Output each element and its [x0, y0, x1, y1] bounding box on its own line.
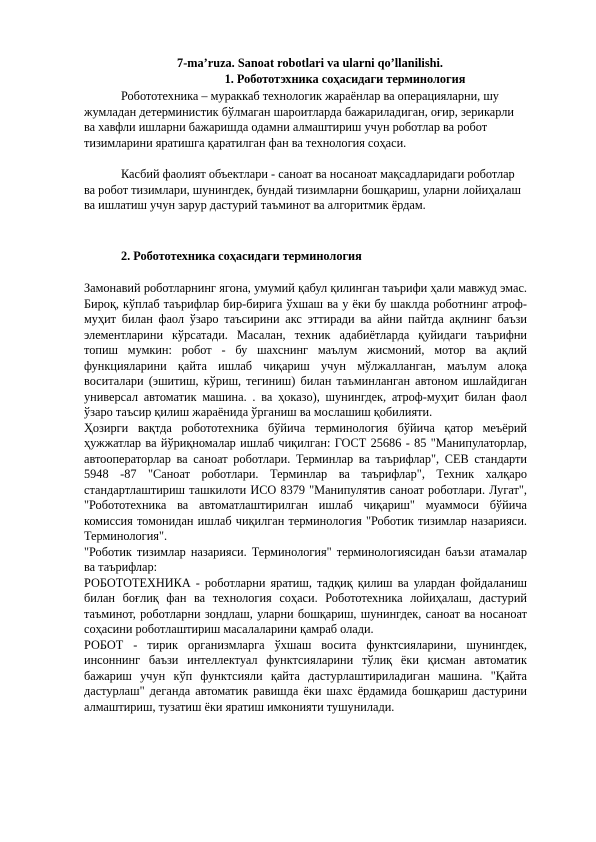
- section-2-title: 2. Робототехника соҳасидаги терминология: [121, 249, 362, 263]
- paragraph-robot-term: РОБОТ - тирик организмларга ўхшаш восита функтсияларини, шунингдек, инсоннинг баъзи интеллектуал функтсияларини тўлиқ ёки қисман автоматик бажариш учун кўп функтсияли қайта дастурлаштириладиган машина. "Қайта дастурлаш" деганда автоматик равишда ёки шахс ёрдамида бошқариш дастурини алмаштириш, тузатиш ёки яратиш имконияти тушунилади.: [84, 637, 527, 714]
- paragraph-professional-objects: Касбий фаолият объектлари - саноат ва носаноат мақсадларидаги роботлар ва робот тизимлари, шунингдек, бундай тизимларни бошқариш, уларни лойиҳалаш ва ишлатиш учун зарур дастурий таъминот ва алгоритмик ёрдам.: [84, 167, 521, 213]
- lecture-title: 7-ma’ruza. Sanoat robotlari va ularni qo’llanilishi.: [177, 56, 443, 70]
- paragraph-modern-robot-definition: Замонавий роботларнинг ягона, умумий қабул қилинган таърифи ҳали мавжуд эмас. Бироқ, кўплаб таърифлар бир-бирига ўхшаш ва у ёки бу шаклда роботнинг атроф-муҳит билан фаол ўзаро таъсирини акс эттиради ва айни пайтда ақлнинг баъзи элементларини кўрсатади. Масалан, техник адабиётларда қуйидаги таърифни топиш мумкин: робот - бу шахснинг маълум жисмоний, мотор ва ақлий функцияларини қайта ишлаб чиқариш учун мўлжалланган, маълум алоқа воситалари (эшитиш, кўриш, тегиниш) билан таъминланган автоном ишлайдиган универсал автоматик машина. . ва ҳоказо), шунингдек, атроф-муҳит билан фаол ўзаро таъсир қилиш жараёнида ўрганиш ва мослашиш қобилияти.: [84, 281, 527, 419]
- paragraph-normative-documents: Ҳозирги вақтда робототехника бўйича терминология бўйича қатор меъёрий ҳужжатлар ва йўриқномалар ишлаб чиқилган: ГОСТ 25686 - 85 "Манипулаторлар, автооператорлар ва саноат роботлари. Терминлар ва таърифлар", СЕВ стандарти 5948 -87 "Саноат роботлари. Терминлар ва таърифлар", Техник халқаро стандартлаштириш ташкилоти ИСО 8379 "Манипулятив саноат роботлари. Лугат", "Робототехника ва автоматлаштирилган ишлаб чиқариш" муаммоси бўйича комиссия томонидан ишлаб чиқилган терминология "Роботик тизимлар назарияси. Терминология".: [84, 420, 527, 543]
- section-1-title: 1. Робототэхника соҳасидаги терминология: [224, 72, 466, 86]
- paragraph-robotics-term: РОБОТОТЕХНИКА - роботларни яратиш, тадқиқ қилиш ва улардан фойдаланиш билан боғлиқ фан ва технология соҳаси. Робототехника лойиҳалаш, дастурий таъминот, роботларни зондлаш, уларни бошқариш, шунингдек, саноат ва носаноат соҳасини роботлаштириш масалаларини қамраб олади.: [84, 575, 527, 636]
- paragraph-robotics-definition: Робототехника – мураккаб технологик жараёнлар ва операцияларни, шу жумладан детерминистик бўлмаган шароитларда бажариладиган, оғир, зерикарли ва хавфли ишларни бажаришда одамни алмаштириш учун роботлар ва робот тизимларини яратишга қаратилган фан ва технология соҳаси.: [84, 89, 514, 150]
- section-2-body: [84, 281, 527, 715]
- paragraph-terms-intro: "Роботик тизимлар назарияси. Терминология" терминологиясидан баъзи атамалар ва таърифлар:: [84, 544, 527, 574]
